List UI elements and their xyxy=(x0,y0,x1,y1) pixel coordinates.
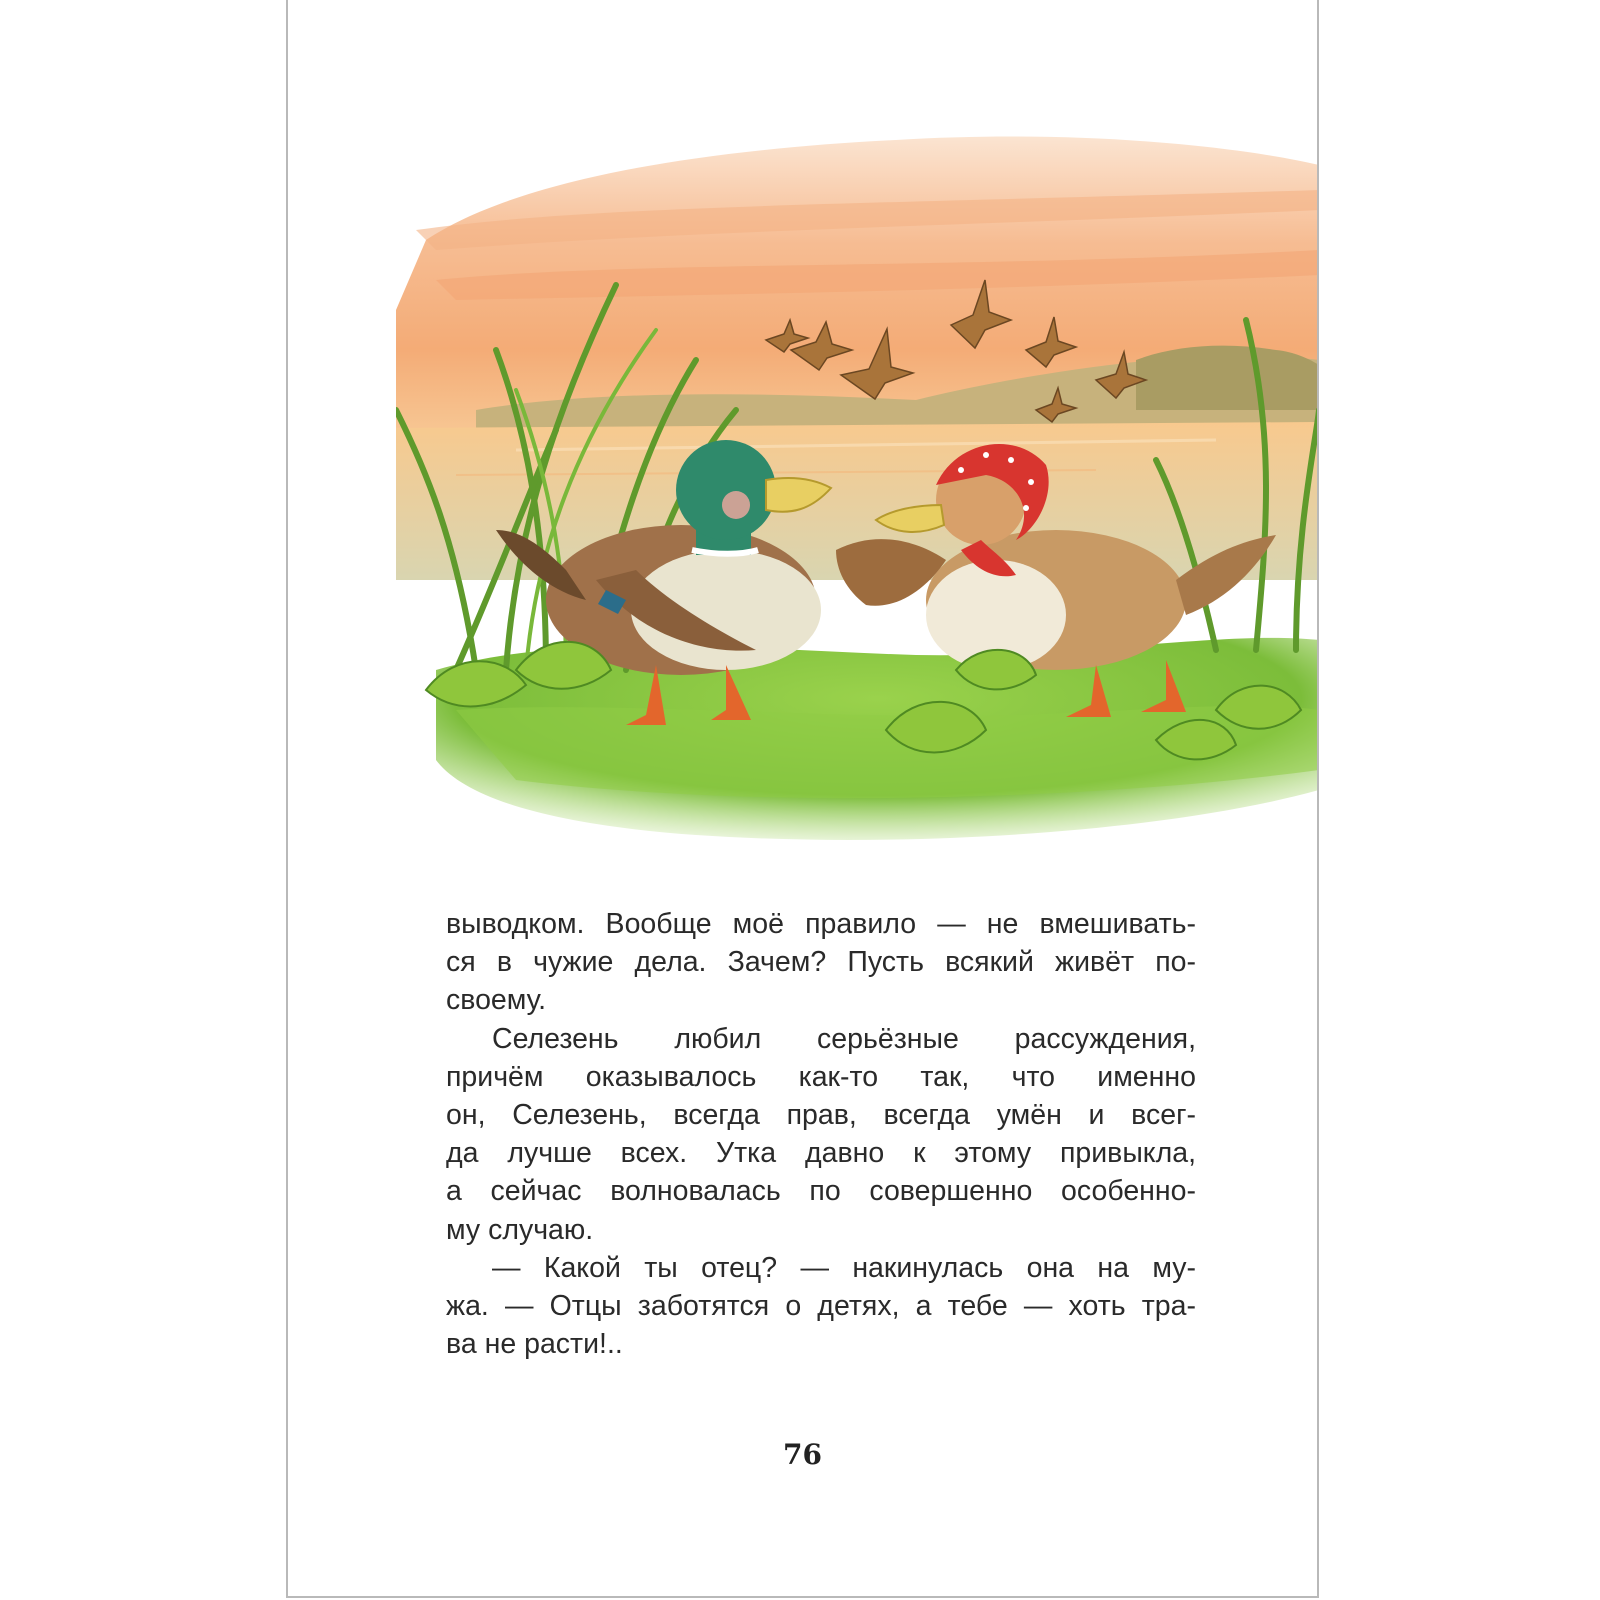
book-page xyxy=(286,0,1319,1598)
text-line: выводком. Вообще моё правило — не вмешивать- xyxy=(446,908,1196,940)
text-line: ся в чужие дела. Зачем? Пусть всякий живёт по- xyxy=(446,946,1196,979)
text-line: своему. xyxy=(446,984,547,1017)
story-text xyxy=(446,905,1196,1363)
text-line: му случаю. xyxy=(446,1213,594,1246)
text-line: ва не расти!.. xyxy=(446,1328,623,1361)
text-line: — Какой ты отец? — накинулась она на му- xyxy=(492,1251,1196,1284)
text-line: Селезень любил серьёзные рассуждения, xyxy=(492,1022,1196,1055)
page-number: 76 xyxy=(783,1438,822,1471)
text-line: а сейчас волновалась по совершенно особенно- xyxy=(446,1175,1196,1208)
text-line: причём оказывалось как-то так, что именно xyxy=(446,1060,1196,1093)
text-line: да лучше всех. Утка давно к этому привыкла, xyxy=(446,1137,1196,1170)
illustration-svg xyxy=(396,110,1319,870)
text-line: жа. — Отцы заботятся о детях, а тебе — хоть тра- xyxy=(446,1289,1196,1322)
text-line: он, Селезень, всегда прав, всегда умён и всег- xyxy=(446,1098,1196,1131)
duck-illustration xyxy=(396,110,1319,870)
